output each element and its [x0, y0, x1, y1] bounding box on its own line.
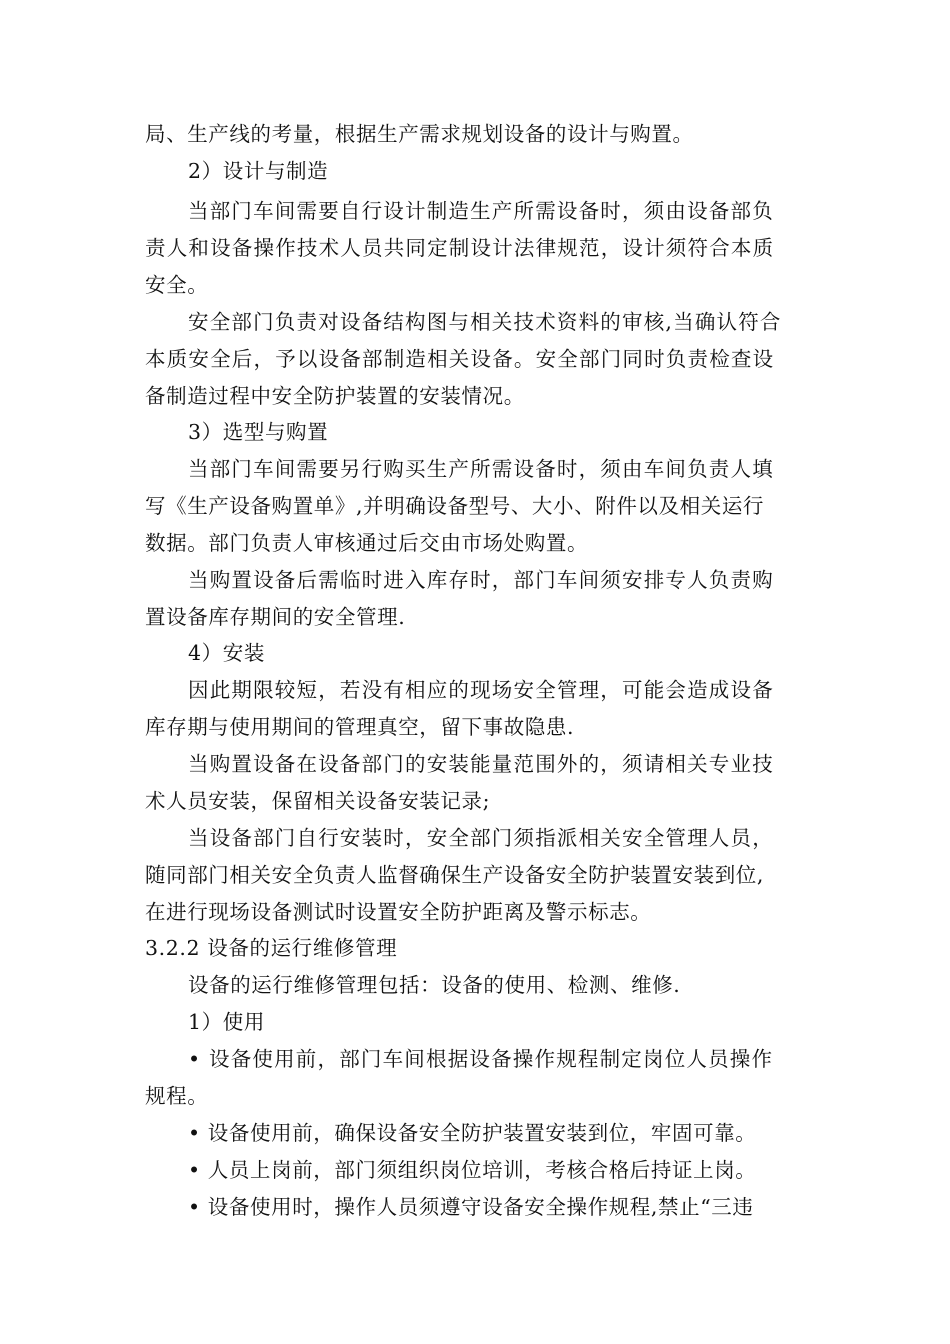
section-heading: 1）使用	[188, 1010, 265, 1034]
bullet-item: • 设备使用时，操作人员须遵守设备安全操作规程,禁止“三违	[188, 1195, 754, 1219]
body-text-line: 当部门车间需要另行购买生产所需设备时，须由车间负责人填	[188, 457, 774, 481]
body-text-line: 局、生产线的考量，根据生产需求规划设备的设计与购置。	[145, 122, 694, 146]
body-text-line: 本质安全后，予以设备部制造相关设备。安全部门同时负责检查设	[145, 347, 775, 371]
body-text-line: 数据。部门负责人审核通过后交由市场处购置。	[145, 531, 589, 555]
body-text-line: 随同部门相关安全负责人监督确保生产设备安全防护装置安装到位,	[145, 863, 765, 887]
body-text-line: 当购置设备在设备部门的安装能量范围外的，须请相关专业技	[188, 752, 774, 776]
body-text-line: 当部门车间需要自行设计制造生产所需设备时，须由设备部负	[188, 199, 774, 223]
section-heading: 2）设计与制造	[188, 159, 329, 183]
body-text-line: 安全部门负责对设备结构图与相关技术资料的审核,当确认符合	[188, 310, 782, 334]
body-text-line: 责人和设备操作技术人员共同定制设计法律规范，设计须符合本质	[145, 236, 775, 260]
body-text-line: 备制造过程中安全防护装置的安装情况。	[145, 384, 525, 408]
body-text-line: 写《生产设备购置单》,并明确设备型号、大小、附件以及相关运行	[145, 494, 765, 518]
body-text-line: 库存期与使用期间的管理真空，留下事故隐患.	[145, 715, 575, 739]
section-heading: 4）安装	[188, 641, 265, 665]
body-text-line: 在进行现场设备测试时设置安全防护距离及警示标志。	[145, 900, 652, 924]
bullet-item: • 设备使用前，部门车间根据设备操作规程制定岗位人员操作	[188, 1047, 774, 1071]
subsection-heading: 3.2.2 设备的运行维修管理	[145, 936, 398, 960]
body-text-line: 当设备部门自行安装时，安全部门须指派相关安全管理人员，	[188, 826, 774, 850]
body-text-line: 因此期限较短，若没有相应的现场安全管理，可能会造成设备	[188, 678, 774, 702]
body-text-line: 当购置设备后需临时进入库存时，部门车间须安排专人负责购	[188, 568, 774, 592]
section-heading: 3）选型与购置	[188, 420, 329, 444]
body-text-line: 置设备库存期间的安全管理.	[145, 605, 406, 629]
body-text-line: 安全。	[145, 273, 209, 297]
bullet-item-continuation: 规程。	[145, 1084, 209, 1108]
bullet-item: • 设备使用前，确保设备安全防护装置安装到位，牢固可靠。	[188, 1121, 757, 1145]
bullet-item: • 人员上岗前，部门须组织岗位培训，考核合格后持证上岗。	[188, 1158, 757, 1182]
body-text-line: 术人员安装，保留相关设备安装记录;	[145, 789, 491, 813]
body-text-line: 设备的运行维修管理包括：设备的使用、检测、维修.	[188, 973, 681, 997]
